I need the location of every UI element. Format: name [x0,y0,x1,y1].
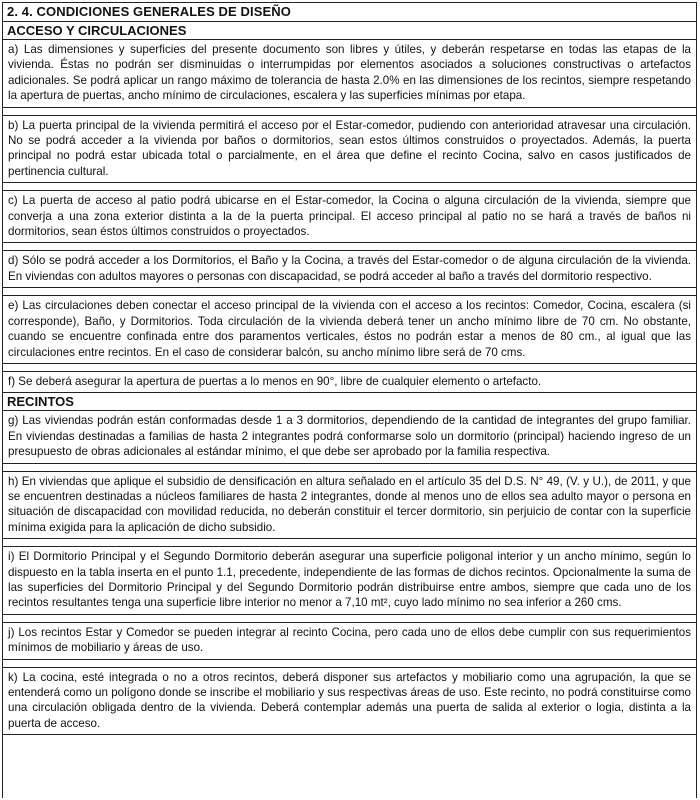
paragraph-g: g) Las viviendas podrán están conformadas desde 1 a 3 dormitorios, dependiendo de la cantidad de integrantes del grupo familiar. En viviendas destinadas a familias de hasta 2 integrantes podrá conformarse solo un dormitorio (principal) haciendo ingreso de un presupuesto de obras adicionales al estándar mínimo, el que debe ser aprobado por la familia respectiva. [3,411,696,463]
paragraph-d: d) Sólo se podrá acceder a los Dormitorios, el Baño y la Cocina, a través del Estar-comedor o de alguna circulación de la vivienda. En viviendas con adultos mayores o personas con discapacidad, se podrá acceder al baño a través del dormitorio respectivo. [3,251,696,288]
row-divider [3,615,696,623]
section-title: 2. 4. CONDICIONES GENERALES DE DISEÑO [3,3,696,22]
subsection-heading-acceso: ACCESO Y CIRCULACIONES [3,22,696,40]
design-conditions-table [2,2,697,798]
paragraph-e: e) Las circulaciones deben conectar el acceso principal de la vivienda con el acceso a los recintos: Comedor, Cocina, escalera (si corresponde), Baño, y Dormitorios. Toda circulación de la vivienda deberá tener un ancho mínimo libre de 70 cm. No obstante, cuando se encuentre confinada entre dos paramentos verticales, éstos no podrán estar a menos de 80 cm., al igual que las circulaciones entre recintos. En el caso de considerar balcón, su ancho mínimo libre será de 70 cms. [3,296,696,364]
row-divider [3,364,696,372]
paragraph-b: b) La puerta principal de la vivienda permitirá el acceso por el Estar-comedor, pudiendo con anterioridad atravesar una circulación. No se podrá acceder a la vivienda por baños o dormitorios, sean estos últimos construidos o proyectados. Además, la puerta principal no podrá estar ubicada total o parcialmente, en el área que define el recinto Cocina, salvo en casos justificados de pertinencia cultural. [3,116,696,184]
paragraph-a: a) Las dimensiones y superficies del presente documento son libres y útiles, y deberán respetarse en todas las etapas de la vivienda. Éstas no podrán ser disminuidas o interrumpidas por elementos asociados a soluciones constructivas o artefactos adicionales. Se podrá aplicar un rango máximo de tolerancia de hasta 2.0% en las dimensiones de los recintos, siempre respetando la apertura de puertas, ancho mínimo de circulaciones, escalera y las superficies mínimas por etapa. [3,40,696,108]
paragraph-h: h) En viviendas que aplique el subsidio de densificación en altura señalado en el artículo 35 del D.S. N° 49, (V. y U.), de 2011, y que se encuentren destinadas a núcleos familiares de hasta 2 integrantes, donde al menos uno de ellos sea adulto mayor o persona en situación de discapacidad con movilidad reducida, no deberán constituir el tercer dormitorio, sin perjuicio de contar con la superficie mínima exigida para la aplicación de dicho subsidio. [3,472,696,540]
row-divider [3,660,696,668]
row-divider [3,243,696,251]
row-divider [3,464,696,472]
row-divider [3,539,696,547]
paragraph-k: k) La cocina, esté integrada o no a otros recintos, deberá disponer sus artefactos y mobiliario como una agrupación, la que se entenderá como un polígono donde se inscribe el mobiliario y sus respectivas áreas de uso. Este recinto, no podrá constituirse como una circulación obligada dentro de la vivienda. Deberá contemplar además una puerta de salida al exterior o logia, distinta a la puerta de acceso. [3,668,696,736]
paragraph-c: c) La puerta de acceso al patio podrá ubicarse en el Estar-comedor, la Cocina o alguna circulación de la vivienda, siempre que converja a una zona exterior distinta a la de la puerta principal. El acceso principal al patio no se hará a través de baños ni dormitorios, sean éstos últimos construidos o proyectados. [3,191,696,243]
paragraph-f: f) Se deberá asegurar la apertura de puertas a lo menos en 90°, libre de cualquier elemento o artefacto. [3,372,696,393]
paragraph-i: i) El Dormitorio Principal y el Segundo Dormitorio deberán asegurar una superficie poligonal interior y un ancho mínimo, según lo dispuesto en la tabla inserta en el punto 1.1, precedente, independiente de las formas de dichos recintos. Opcionalmente la suma de las superficies del Dormitorio Principal y del Segundo Dormitorio podrán distribuirse entre ambos, siempre que cada uno de los recintos resultantes tenga una superficie libre interior no menor a 7,10 mt², cuyo lado mínimo no sea inferior a 260 cms. [3,547,696,615]
row-divider [3,288,696,296]
row-divider [3,108,696,116]
row-divider [3,183,696,191]
paragraph-j: j) Los recintos Estar y Comedor se pueden integrar al recinto Cocina, pero cada uno de ellos debe cumplir con sus requerimientos mínimos de mobiliario y áreas de uso. [3,623,696,660]
subsection-heading-recintos: RECINTOS [3,393,696,411]
